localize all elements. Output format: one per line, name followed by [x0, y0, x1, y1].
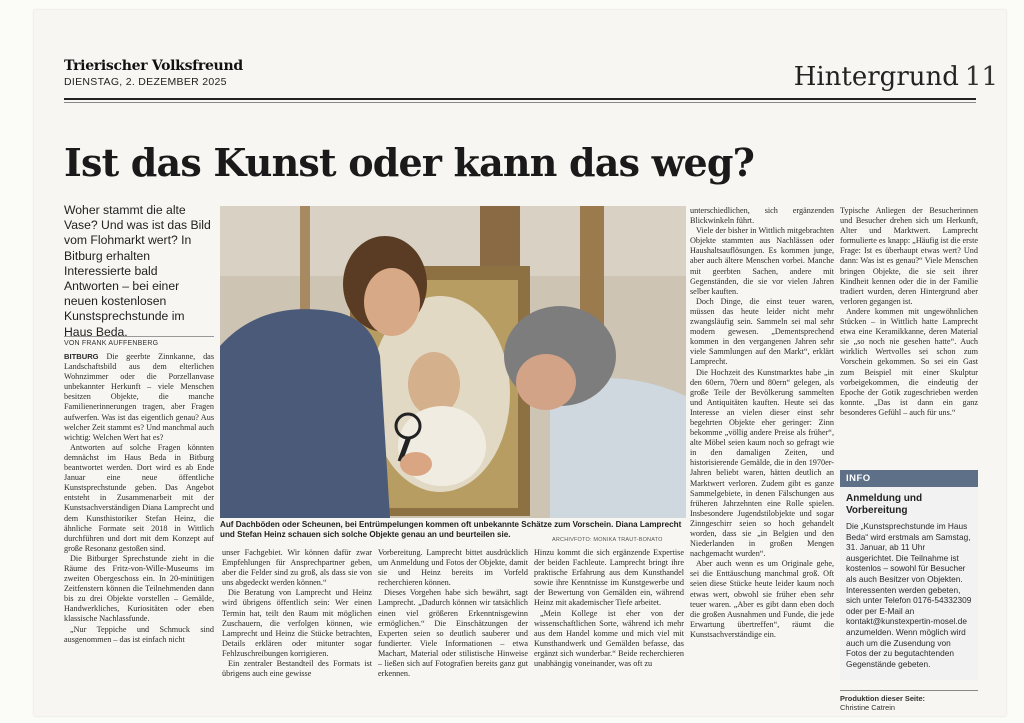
- info-body: Die „Kunstsprechstunde im Haus Beda“ wird erstmals am Samstag, 31. Januar, ab 11 Uhr ausgerichtet. Die Teilnahme ist kostenlos – sowohl für Besucher als auch Besitzer von Objekten. Interessenten werden gebeten, sich unter Telefon 0176-54332309 oder per E-Mail an kontakt@kunstexpertin-mosel.de anzumelden. Wenn möglich wird auch um die Zusendung von Fotos der zu begutachtenden Gegenstände gebeten.: [846, 521, 972, 669]
- column-paragraph: Antworten auf solche Fragen könnten demnächst im Haus Beda in Bitburg beantwortet werden. Dort wird es ab Ende Januar eine neue öffentliche Kunstsprechstunde geben. Das Angebot entsteht in Zusammenarbeit mit der Kunstsachverständigen Diana Lamprecht und dem Kunsthistoriker Stefan Heinz, die ähnliche Formate seit 2018 in Wittlich durchführen und dort mit dem Konzept auf große Resonanz gestoßen sind.: [64, 442, 214, 553]
- article-lead: Woher stammt die alte Vase? Und was ist das Bild vom Flohmarkt wert? In Bitburg erhalten Interessierte bald Antworten – bei einer neuen kostenlosen Kunstsprechstunde im Haus Beda.: [64, 203, 211, 339]
- section-rubric: [794, 62, 998, 92]
- column-paragraph: Hinzu kommt die sich ergänzende Expertise der beiden Fachleute. Lamprecht bringt ihre praktische Erfahrung aus dem Kunsthandel sowie ihre Kenntnisse im Kunstgewerbe und der Bewertung von Gemälden ein, während Heinz mit akademischer Tiefe arbeitet.: [534, 548, 684, 608]
- article-byline: VON FRANK AUFFENBERG: [64, 336, 214, 347]
- column-paragraph: Viele der bisher in Wittlich mitgebrachten Objekte stammten aus Nachlässen oder Haushaltsauflösungen. Es kommen junge, aber auch ältere Menschen vorbei. Manche mit geerbten Sachen, andere mit Gegenständen, die sie vor vielen Jahren selber kauften.: [690, 226, 834, 296]
- column-paragraph: unser Fachgebiet. Wir können dafür zwar Empfehlungen für Ansprechpartner geben, aber die Felder sind zu groß, als dass sie von uns abgedeckt werden können.“: [222, 548, 372, 588]
- article-photo: [220, 206, 686, 518]
- article-column-2: [222, 548, 372, 712]
- paragraph-text: Die geerbte Zinnkanne, das Landschaftsbild aus dem elterlichen Wohnzimmer oder die Porzellanvase unbekannter Herkunft – viele Menschen besitzen Objekte, die manche Familienerinnerungen tragen, aber Fragen aufwerfen. Was ist das eigentlich genau? Aus welcher Zeit stammt es? Und manchmal auch wichtig: Welchen Wert hat es?: [64, 352, 214, 442]
- newspaper-logo: Trierischer Volksfreund: [64, 58, 243, 74]
- column-paragraph: Aber auch wenn es um Originale gehe, sei die Enttäuschung manchmal groß. Oft seien diese Stücke heute leider kaum noch etwas wert, obwohl sie früher eben sehr teuer waren. „Aber es gibt dann eben doch die großen Ausnahmen und Funde, die jede Erwartung übertreffen“, räumt die Kunstsachverständige ein.: [690, 559, 834, 639]
- column-paragraph: Die Beratung von Lamprecht und Heinz wird übrigens öffentlich sein: Wer einen Termin hat, teilt den Raum mit möglichen Zuschauern, die verfolgen können, wie Lamprecht und Heinz die Stücke betrachten, Details erklären oder mitunter sogar Fehlzuschreibungen korrigieren.: [222, 588, 372, 658]
- production-name: Christine Catrein: [840, 703, 896, 712]
- page-number: 11: [964, 62, 998, 92]
- production-label: Produktion dieser Seite:: [840, 694, 926, 703]
- photo-credit: ARCHIVFOTO: MONIKA TRAUT-BONATO: [552, 537, 663, 543]
- dateline: BITBURG: [64, 352, 99, 361]
- column-paragraph: Vorbereitung. Lamprecht bittet ausdrücklich um Anmeldung und Fotos der Objekte, damit sie und Heinz bereits im Vorfeld recherchieren können.: [378, 548, 528, 588]
- info-title: Anmeldung und Vorbereitung: [846, 493, 923, 516]
- column-paragraph: Die Hochzeit des Kunstmarktes habe „in den 60ern, 70ern und 80ern“ gelegen, als große Teile der Bevölkerung sammelten und Antiquitäten kauften. Heute sei das Interesse an vielen dieser einst sehr begehrten Objekte eher geringer: Zinn bekomme „völlig andere Preise als früher“, alte Möbel seien kaum noch so gefragt wie in den damaligen Zeiten, und historisierende Gemälde, die in den 1970er-Jahren beliebt waren, hätten deutlich an Marktwert verloren. Zudem gibt es ganze Sammelgebiete, in denen Fälschungen aus früheren Jahrzehnten eine Rolle spielen. Insbesondere Jugendstilobjekte und sogar Zinngeschirr seien so hoch gehandelt worden, dass sie „in Belgien und den Niederlanden in großen Mengen nachgemacht wurden“.: [690, 367, 834, 559]
- article-column-6: [840, 206, 978, 462]
- issue-date: DIENSTAG, 2. DEZEMBER 2025: [64, 76, 227, 88]
- photo-illustration: [220, 206, 686, 518]
- section-name: Hintergrund: [793, 62, 959, 92]
- masthead-rule-thin: [64, 102, 976, 103]
- article-column-4: [534, 548, 684, 712]
- column-paragraph: „Nur Teppiche und Schmuck sind ausgenommen – das ist einfach nicht: [64, 624, 214, 644]
- article-column-1: [64, 352, 214, 712]
- column-paragraph: Dieses Vorgehen habe sich bewährt, sagt Lamprecht. „Dadurch können wir tatsächlich einen viel größeren Erkenntnisgewinn ermöglichen.“ Die Einschätzungen der Experten seien so deutlich sauberer und fundierter. Viele Informationen – etwa Machart, Material oder stilistische Hinweise – ließen sich auf Fotografien bereits ganz gut erkennen.: [378, 588, 528, 679]
- production-credit: [840, 690, 978, 712]
- info-label: INFO: [840, 470, 978, 487]
- article-column-3: [378, 548, 528, 712]
- column-paragraph: Doch Dinge, die einst teuer waren, müssen das heute leider nicht mehr zwangsläufig sein. Sammeln sei mal sehr modern gewesen. „Dementsprechend kommen in den vergangenen Jahren sehr viele Sammlungen auf den Markt“, erklärt Lamprecht.: [690, 296, 834, 367]
- column-paragraph: „Mein Kollege ist eher von der wissenschaftlichen Sorte, während ich mehr aus dem Handel komme und mich viel mit Kunsthandwerk und Gemälden befasse, das ergänzt sich wunderbar.“ Beide recherchieren unabhängig voneinander, was oft zu: [534, 608, 684, 669]
- column-paragraph: unterschiedlichen, sich ergänzenden Blickwinkeln führt.: [690, 206, 834, 226]
- masthead-rule: [64, 98, 976, 100]
- article-column-5: [690, 206, 834, 712]
- photo-caption: Auf Dachböden oder Scheunen, bei Entrümpelungen kommen oft unbekannte Schätze zum Vorschein. Diana Lamprecht und Stefan Heinz schauen sich solche Objekte genau an und beurteilen sie.: [220, 520, 682, 539]
- column-paragraph: Typische Anliegen der Besucherinnen und Besucher drehen sich um Herkunft, Alter und Marktwert. Lamprecht formulierte es knapp: „Häufig ist die erste Frage: Ist es überhaupt etwas wert? Und dann: Was ist es genau?“ Viele Menschen bringen Objekte, die sie seit ihrer Kindheit kennen oder die in der Familie tradiert wurden, deren Hintergrund aber verloren gegangen ist.: [840, 206, 978, 306]
- info-box: [840, 470, 978, 680]
- column-paragraph: Andere kommen mit ungewöhnlichen Stücken – in Wittlich hatte Lamprecht etwa eine Keramikkanne, deren Material sie „so noch nie gesehen hatte“. Auch wirklich Wertvolles sei schon zum Vorschein gekommen. So sei ein Gast zum Beispiel mit einer Skulptur vorbeigekommen, die eindeutig der Epoche der Gotik zugeschrieben werden konnte. „Das ist dann ein ganz besonderes Gefühl – auch für uns.“: [840, 306, 978, 417]
- column-paragraph: [64, 352, 214, 443]
- article-headline: Ist das Kunst oder kann das weg?: [64, 140, 755, 185]
- column-paragraph: Die Bitburger Sprechstunde zieht in die Räume des Fritz-von-Wille-Museums im zweiten Obergeschoss ein. In 20-minütigen Zeitfenstern können die Teilnehmenden dann bis zu drei Objekte vorstellen – Gemälde, Handwerkliches, Kuriositäten oder eben klassische Nachlassfunde.: [64, 553, 214, 624]
- column-paragraph: Ein zentraler Bestandteil des Formats ist übrigens auch eine gewisse: [222, 659, 372, 679]
- masthead: [64, 58, 243, 88]
